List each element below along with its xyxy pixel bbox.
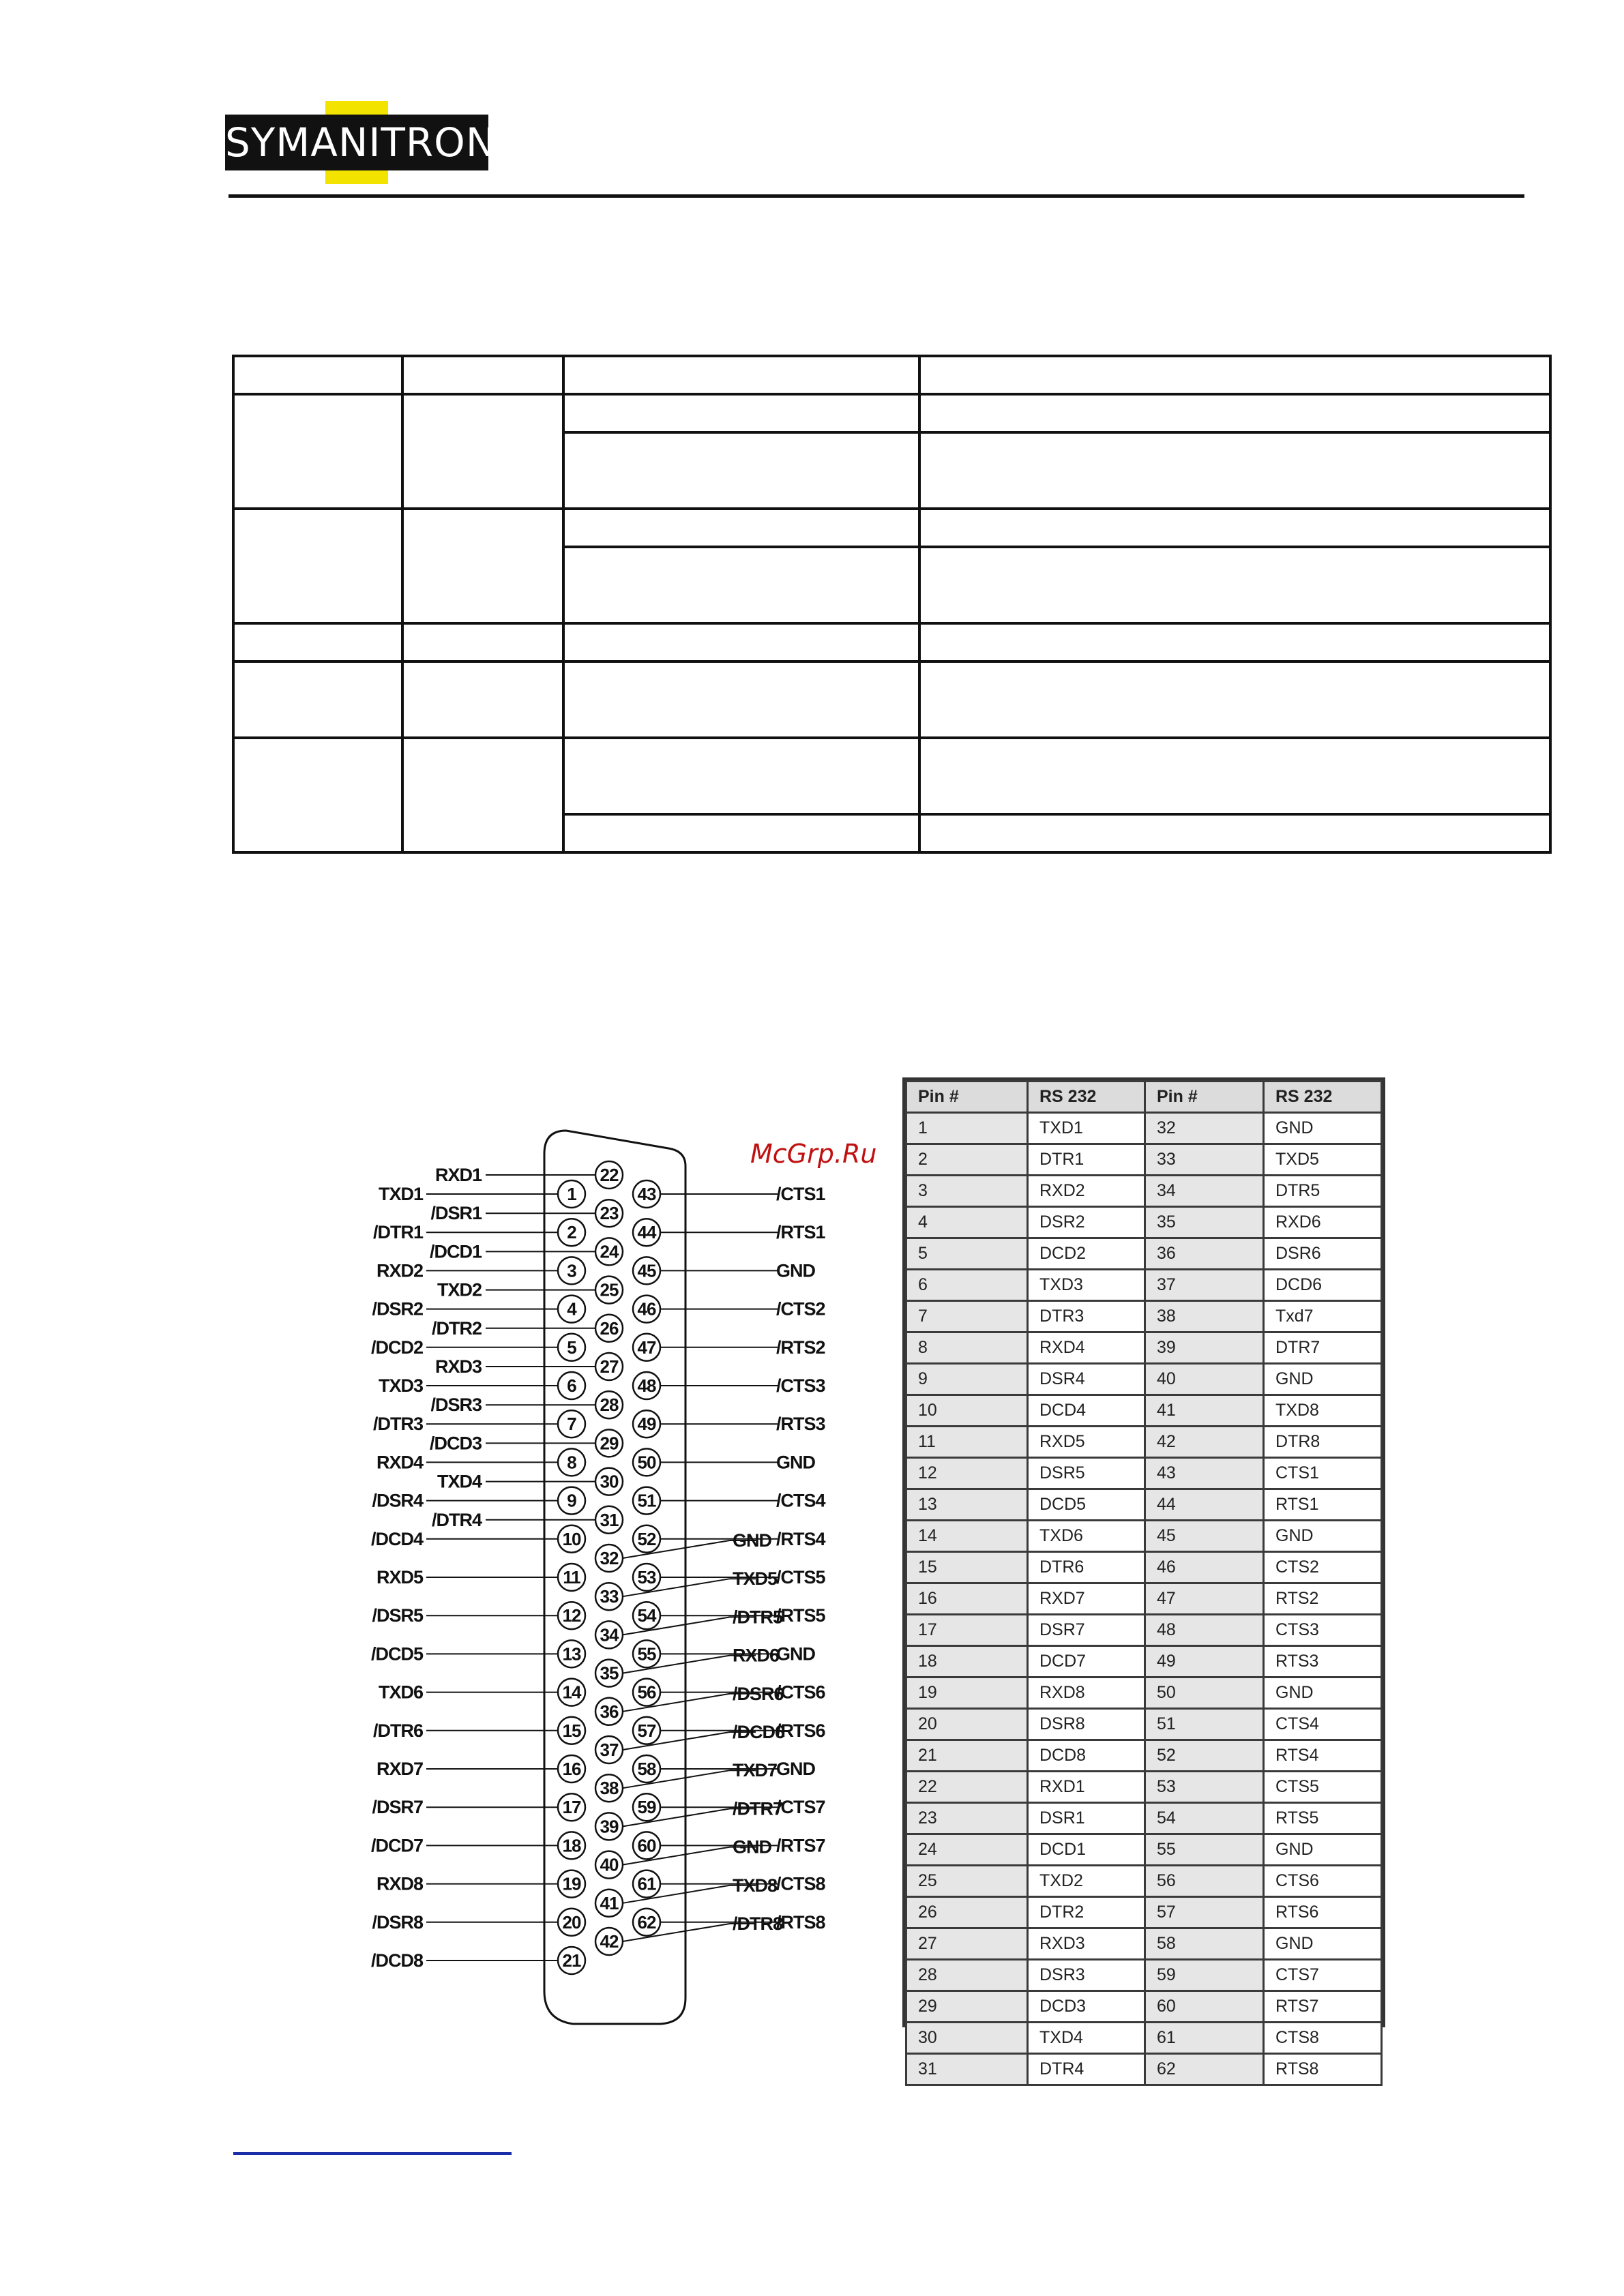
pin-number-cell: 8 bbox=[906, 1332, 1028, 1364]
pin-number-cell: 16 bbox=[906, 1583, 1028, 1615]
signal-cell: DSR1 bbox=[1028, 1803, 1145, 1834]
pin-number: 3 bbox=[567, 1260, 576, 1281]
table-row bbox=[906, 1928, 1382, 1960]
table-row bbox=[906, 1238, 1382, 1270]
table-row bbox=[906, 1583, 1382, 1615]
table-row bbox=[906, 1521, 1382, 1552]
signal-cell: CTS7 bbox=[1264, 1960, 1382, 1991]
pin-signal-label: /CTS4 bbox=[776, 1490, 825, 1511]
pin-number: 29 bbox=[600, 1433, 619, 1454]
signal-cell: GND bbox=[1264, 1364, 1382, 1395]
pin-number-cell: 6 bbox=[906, 1270, 1028, 1301]
pin-signal-label: RXD3 bbox=[434, 1356, 482, 1377]
pin-number: 58 bbox=[637, 1759, 656, 1779]
pin-number-cell: 51 bbox=[1145, 1709, 1264, 1740]
signal-cell: DCD3 bbox=[1028, 1991, 1145, 2023]
pin-signal-label: RXD5 bbox=[376, 1567, 423, 1587]
pin-number: 21 bbox=[562, 1950, 581, 1971]
pin-signal-label: RXD6 bbox=[733, 1645, 780, 1666]
pin-number-cell: 47 bbox=[1145, 1583, 1264, 1615]
table-row bbox=[906, 1552, 1382, 1583]
watermark-text: McGrp.Ru bbox=[750, 1139, 877, 1169]
pin-signal-label: /DCD6 bbox=[733, 1722, 785, 1742]
pin-number: 18 bbox=[562, 1835, 581, 1856]
pin-table-header: RS 232 bbox=[1264, 1082, 1382, 1113]
signal-cell: GND bbox=[1264, 1834, 1382, 1866]
table-row bbox=[906, 1207, 1382, 1238]
signal-cell: RTS1 bbox=[1264, 1489, 1382, 1521]
pin-signal-label: /DCD1 bbox=[429, 1241, 482, 1262]
pin-number: 41 bbox=[600, 1892, 619, 1913]
pin-number-cell: 37 bbox=[1145, 1270, 1264, 1301]
pin-signal-label: /RTS7 bbox=[776, 1835, 825, 1856]
pin-number: 40 bbox=[600, 1854, 619, 1875]
pin-number-cell: 4 bbox=[906, 1207, 1028, 1238]
table-row bbox=[906, 1678, 1382, 1709]
signal-cell: DSR5 bbox=[1028, 1458, 1145, 1489]
signal-cell: CTS2 bbox=[1264, 1552, 1382, 1583]
table-row bbox=[906, 1427, 1382, 1458]
signal-cell: RTS4 bbox=[1264, 1740, 1382, 1772]
pin-signal-label: /DSR7 bbox=[372, 1797, 423, 1818]
pin-signal-label: GND bbox=[733, 1836, 771, 1858]
signal-cell: RTS2 bbox=[1264, 1583, 1382, 1615]
pin-number-cell: 49 bbox=[1145, 1646, 1264, 1678]
logo-text: SYMANITRON bbox=[225, 119, 497, 166]
pin-number-cell: 17 bbox=[906, 1615, 1028, 1646]
pin-number-cell: 48 bbox=[1145, 1615, 1264, 1646]
pin-number: 8 bbox=[567, 1452, 576, 1473]
pin-number-cell: 9 bbox=[906, 1364, 1028, 1395]
signal-cell: RXD5 bbox=[1028, 1427, 1145, 1458]
pin-number: 36 bbox=[600, 1701, 619, 1722]
pin-number-cell: 44 bbox=[1145, 1489, 1264, 1521]
pin-signal-label: /RTS4 bbox=[776, 1528, 825, 1549]
pin-number-cell: 5 bbox=[906, 1238, 1028, 1270]
pin-number-cell: 10 bbox=[906, 1395, 1028, 1427]
signal-cell: GND bbox=[1264, 1928, 1382, 1960]
pin-signal-label: RXD2 bbox=[376, 1260, 423, 1281]
signal-cell: RTS8 bbox=[1264, 2054, 1382, 2085]
pin-number-cell: 32 bbox=[1145, 1113, 1264, 1144]
pin-signal-label: GND bbox=[776, 1260, 815, 1281]
table-row bbox=[906, 1709, 1382, 1740]
pin-signal-label: TXD2 bbox=[437, 1279, 482, 1300]
pin-number-cell: 23 bbox=[906, 1803, 1028, 1834]
pin-signal-label: /DTR2 bbox=[431, 1317, 482, 1339]
pin-signal-label: /DTR1 bbox=[372, 1222, 423, 1243]
table-row bbox=[906, 1834, 1382, 1866]
pin-number-cell: 33 bbox=[1145, 1144, 1264, 1176]
pin-number-cell: 41 bbox=[1145, 1395, 1264, 1427]
pin-signal-label: TXD1 bbox=[378, 1184, 423, 1204]
signal-cell: DSR4 bbox=[1028, 1364, 1145, 1395]
table-row bbox=[906, 1615, 1382, 1646]
pin-number-cell: 38 bbox=[1145, 1301, 1264, 1332]
table-row bbox=[906, 1395, 1382, 1427]
pin-number: 49 bbox=[637, 1414, 656, 1435]
pin-number: 32 bbox=[600, 1548, 619, 1568]
pin-number: 19 bbox=[562, 1873, 581, 1894]
pin-signal-label: /DTR3 bbox=[372, 1414, 423, 1435]
pin-number: 37 bbox=[600, 1740, 619, 1760]
signal-cell: DSR3 bbox=[1028, 1960, 1145, 1991]
pin-number: 33 bbox=[600, 1586, 619, 1607]
pin-number-cell: 61 bbox=[1145, 2023, 1264, 2054]
pin-signal-label: TXD3 bbox=[378, 1375, 423, 1396]
table-row bbox=[906, 2023, 1382, 2054]
pin-number: 26 bbox=[600, 1317, 619, 1339]
table-row bbox=[906, 1458, 1382, 1489]
table-row bbox=[906, 1772, 1382, 1803]
signal-cell: RTS6 bbox=[1264, 1897, 1382, 1928]
pin-number: 14 bbox=[562, 1682, 581, 1703]
pin-number-cell: 26 bbox=[906, 1897, 1028, 1928]
table-row bbox=[906, 1113, 1382, 1144]
signal-cell: DTR3 bbox=[1028, 1301, 1145, 1332]
table-row bbox=[906, 1332, 1382, 1364]
pin-number-cell: 31 bbox=[906, 2054, 1028, 2085]
pin-signal-label: /RTS8 bbox=[776, 1911, 825, 1933]
pin-signal-label: RXD1 bbox=[434, 1165, 482, 1185]
signal-cell: GND bbox=[1264, 1521, 1382, 1552]
signal-cell: TXD2 bbox=[1028, 1866, 1145, 1897]
pin-signal-label: GND bbox=[776, 1759, 815, 1779]
pin-number: 23 bbox=[600, 1203, 619, 1224]
pin-signal-label: GND bbox=[733, 1530, 771, 1551]
pin-signal-label: /DSR5 bbox=[372, 1605, 423, 1626]
table-row bbox=[906, 1301, 1382, 1332]
pin-signal-label: /DSR2 bbox=[372, 1298, 423, 1320]
pin-number-cell: 46 bbox=[1145, 1552, 1264, 1583]
pin-signal-label: /DTR4 bbox=[431, 1509, 482, 1530]
table-row bbox=[906, 1803, 1382, 1834]
pin-number-cell: 24 bbox=[906, 1834, 1028, 1866]
pin-number: 22 bbox=[600, 1165, 619, 1185]
pin-number-cell: 28 bbox=[906, 1960, 1028, 1991]
pin-number: 17 bbox=[562, 1797, 581, 1818]
pin-number-cell: 57 bbox=[1145, 1897, 1264, 1928]
pin-number: 28 bbox=[600, 1395, 619, 1416]
pin-number: 54 bbox=[637, 1605, 656, 1626]
pin-number: 15 bbox=[562, 1720, 581, 1741]
pin-number: 57 bbox=[637, 1720, 656, 1741]
pin-signal-label: RXD8 bbox=[376, 1873, 423, 1894]
signal-cell: CTS1 bbox=[1264, 1458, 1382, 1489]
table-row bbox=[906, 1740, 1382, 1772]
pin-signal-label: /CTS6 bbox=[776, 1682, 825, 1703]
pin-number: 27 bbox=[600, 1356, 619, 1377]
pin-signal-label: /DSR8 bbox=[372, 1911, 423, 1933]
pin-signal-label: /DTR5 bbox=[733, 1607, 783, 1628]
pin-signal-label: TXD8 bbox=[733, 1875, 778, 1896]
pin-signal-label: /DSR1 bbox=[430, 1203, 482, 1224]
pin-signal-label: /DTR8 bbox=[733, 1913, 783, 1934]
pin-number: 16 bbox=[562, 1759, 581, 1779]
pin-number: 46 bbox=[637, 1298, 656, 1320]
table-row bbox=[906, 1866, 1382, 1897]
pin-number: 5 bbox=[567, 1337, 576, 1358]
signal-cell: DSR2 bbox=[1028, 1207, 1145, 1238]
pin-signal-label: /DCD7 bbox=[370, 1835, 423, 1856]
signal-cell: GND bbox=[1264, 1113, 1382, 1144]
signal-cell: DSR6 bbox=[1264, 1238, 1382, 1270]
table-row bbox=[906, 2054, 1382, 2085]
pin-signal-label: /DCD3 bbox=[429, 1433, 482, 1454]
pin-signal-label: GND bbox=[776, 1452, 815, 1473]
pin-table-header: RS 232 bbox=[1028, 1082, 1145, 1113]
pin-number-cell: 29 bbox=[906, 1991, 1028, 2023]
signal-cell: TXD8 bbox=[1264, 1395, 1382, 1427]
signal-cell: TXD4 bbox=[1028, 2023, 1145, 2054]
signal-cell: DTR2 bbox=[1028, 1897, 1145, 1928]
pin-signal-label: /DTR6 bbox=[372, 1720, 423, 1741]
pin-signal-label: /CTS8 bbox=[776, 1873, 825, 1894]
signal-cell: DTR8 bbox=[1264, 1427, 1382, 1458]
pin-number-cell: 55 bbox=[1145, 1834, 1264, 1866]
pin-number: 61 bbox=[637, 1873, 656, 1894]
signal-cell: RXD3 bbox=[1028, 1928, 1145, 1960]
pin-number-cell: 45 bbox=[1145, 1521, 1264, 1552]
pin-number-cell: 14 bbox=[906, 1521, 1028, 1552]
pin-number-cell: 50 bbox=[1145, 1678, 1264, 1709]
pin-number-cell: 20 bbox=[906, 1709, 1028, 1740]
pin-number: 56 bbox=[637, 1682, 656, 1703]
pin-number: 2 bbox=[567, 1222, 576, 1243]
pin-number: 55 bbox=[637, 1643, 656, 1665]
pin-number: 30 bbox=[600, 1471, 619, 1492]
signal-cell: DSR8 bbox=[1028, 1709, 1145, 1740]
pin-number: 1 bbox=[567, 1184, 576, 1204]
pin-number: 48 bbox=[637, 1375, 656, 1396]
signal-cell: DCD6 bbox=[1264, 1270, 1382, 1301]
pin-signal-label: /RTS3 bbox=[776, 1414, 825, 1435]
pin-number-cell: 2 bbox=[906, 1144, 1028, 1176]
pin-table-header: Pin # bbox=[906, 1082, 1028, 1113]
pin-number: 52 bbox=[637, 1528, 656, 1549]
table-row bbox=[906, 1897, 1382, 1928]
pin-signal-label: RXD7 bbox=[376, 1759, 423, 1779]
pin-number: 43 bbox=[637, 1184, 656, 1204]
pin-number: 34 bbox=[600, 1624, 619, 1645]
pin-signal-label: /RTS2 bbox=[776, 1337, 825, 1358]
table-row bbox=[906, 1489, 1382, 1521]
pin-number: 24 bbox=[600, 1241, 619, 1262]
pin-number-cell: 3 bbox=[906, 1176, 1028, 1207]
pin-number: 45 bbox=[637, 1260, 656, 1281]
table-row bbox=[906, 1176, 1382, 1207]
pin-number-cell: 58 bbox=[1145, 1928, 1264, 1960]
pin-signal-label: TXD6 bbox=[378, 1682, 423, 1703]
pin-signal-label: /CTS5 bbox=[776, 1567, 825, 1587]
signal-cell: RXD7 bbox=[1028, 1583, 1145, 1615]
signal-cell: DTR6 bbox=[1028, 1552, 1145, 1583]
pin-number: 50 bbox=[637, 1452, 656, 1473]
pin-number-cell: 22 bbox=[906, 1772, 1028, 1803]
pin-number: 47 bbox=[637, 1337, 656, 1358]
signal-cell: TXD3 bbox=[1028, 1270, 1145, 1301]
signal-cell: TXD6 bbox=[1028, 1521, 1145, 1552]
pin-signal-label: /CTS2 bbox=[776, 1298, 825, 1320]
pin-signal-label: /DCD2 bbox=[370, 1337, 423, 1358]
pin-number-cell: 12 bbox=[906, 1458, 1028, 1489]
pin-signal-label: GND bbox=[776, 1643, 815, 1665]
pin-number-cell: 1 bbox=[906, 1113, 1028, 1144]
pin-number-cell: 54 bbox=[1145, 1803, 1264, 1834]
pin-number-cell: 42 bbox=[1145, 1427, 1264, 1458]
signal-cell: RXD1 bbox=[1028, 1772, 1145, 1803]
signal-cell: RXD4 bbox=[1028, 1332, 1145, 1364]
pin-signal-label: /DSR6 bbox=[733, 1683, 784, 1704]
pin-table-header: Pin # bbox=[1145, 1082, 1264, 1113]
footer-link[interactable] bbox=[233, 2152, 512, 2155]
pin-number: 51 bbox=[637, 1490, 656, 1511]
signal-cell: CTS4 bbox=[1264, 1709, 1382, 1740]
signal-cell: Txd7 bbox=[1264, 1301, 1382, 1332]
pin-signal-label: /CTS3 bbox=[776, 1375, 825, 1396]
pin-number: 53 bbox=[637, 1567, 656, 1587]
pin-signal-label: /DCD5 bbox=[370, 1643, 423, 1665]
pin-number-cell: 59 bbox=[1145, 1960, 1264, 1991]
pin-number-cell: 39 bbox=[1145, 1332, 1264, 1364]
signal-cell: DCD8 bbox=[1028, 1740, 1145, 1772]
pin-number: 35 bbox=[600, 1663, 619, 1684]
signal-cell: DCD7 bbox=[1028, 1646, 1145, 1678]
pin-signal-label: TXD5 bbox=[733, 1568, 778, 1590]
pin-number-cell: 36 bbox=[1145, 1238, 1264, 1270]
pin-number-cell: 18 bbox=[906, 1646, 1028, 1678]
pin-table bbox=[905, 1080, 1383, 2086]
pin-number-cell: 21 bbox=[906, 1740, 1028, 1772]
pin-signal-label: TXD4 bbox=[437, 1471, 482, 1492]
pin-number-cell: 56 bbox=[1145, 1866, 1264, 1897]
pin-number: 59 bbox=[637, 1797, 656, 1818]
pin-number-cell: 62 bbox=[1145, 2054, 1264, 2085]
pin-number: 31 bbox=[600, 1509, 619, 1530]
pin-number-cell: 30 bbox=[906, 2023, 1028, 2054]
pin-table-container bbox=[902, 1077, 1385, 2078]
pin-signal-label: /CTS1 bbox=[776, 1184, 825, 1204]
pin-number-cell: 25 bbox=[906, 1866, 1028, 1897]
table-row bbox=[906, 1144, 1382, 1176]
signal-cell: TXD5 bbox=[1264, 1144, 1382, 1176]
pin-number: 62 bbox=[637, 1911, 656, 1933]
pin-signal-label: /DCD4 bbox=[370, 1528, 423, 1549]
pin-number-cell: 35 bbox=[1145, 1207, 1264, 1238]
pin-number-cell: 60 bbox=[1145, 1991, 1264, 2023]
pin-number: 11 bbox=[563, 1567, 580, 1587]
table-row bbox=[906, 1960, 1382, 1991]
signal-cell: DCD4 bbox=[1028, 1395, 1145, 1427]
pin-signal-label: TXD7 bbox=[733, 1760, 778, 1781]
pin-number-cell: 11 bbox=[906, 1427, 1028, 1458]
pin-number: 39 bbox=[600, 1816, 619, 1837]
table-row bbox=[906, 1270, 1382, 1301]
pin-number: 60 bbox=[637, 1835, 656, 1856]
pin-signal-label: /DSR3 bbox=[430, 1395, 482, 1416]
signal-cell: CTS3 bbox=[1264, 1615, 1382, 1646]
pin-signal-label: /DTR7 bbox=[733, 1798, 783, 1819]
pin-number: 38 bbox=[600, 1778, 619, 1799]
pin-signal-label: /RTS5 bbox=[776, 1605, 825, 1626]
pin-number-cell: 40 bbox=[1145, 1364, 1264, 1395]
pin-number-cell: 34 bbox=[1145, 1176, 1264, 1207]
pin-signal-label: RXD4 bbox=[376, 1452, 423, 1473]
signal-cell: DSR7 bbox=[1028, 1615, 1145, 1646]
signal-cell: RTS5 bbox=[1264, 1803, 1382, 1834]
pin-number: 4 bbox=[567, 1298, 576, 1320]
pin-number-cell: 53 bbox=[1145, 1772, 1264, 1803]
signal-cell: RXD8 bbox=[1028, 1678, 1145, 1709]
signal-cell: CTS8 bbox=[1264, 2023, 1382, 2054]
pin-number: 6 bbox=[567, 1375, 576, 1396]
pin-number: 7 bbox=[567, 1414, 576, 1435]
pin-number-cell: 15 bbox=[906, 1552, 1028, 1583]
pin-number: 42 bbox=[600, 1931, 619, 1952]
pin-number-cell: 43 bbox=[1145, 1458, 1264, 1489]
signal-cell: RXD2 bbox=[1028, 1176, 1145, 1207]
signal-cell: RTS7 bbox=[1264, 1991, 1382, 2023]
signal-cell: DTR7 bbox=[1264, 1332, 1382, 1364]
pin-number: 25 bbox=[600, 1279, 619, 1300]
pin-signal-label: /RTS1 bbox=[776, 1222, 825, 1243]
pin-signal-label: /DCD8 bbox=[370, 1950, 423, 1971]
pin-number-cell: 19 bbox=[906, 1678, 1028, 1709]
pin-number: 13 bbox=[562, 1643, 581, 1665]
pin-number-cell: 7 bbox=[906, 1301, 1028, 1332]
signal-cell: TXD1 bbox=[1028, 1113, 1145, 1144]
pin-number-cell: 52 bbox=[1145, 1740, 1264, 1772]
table-row bbox=[906, 1991, 1382, 2023]
pin-number: 20 bbox=[562, 1911, 581, 1933]
pin-number: 9 bbox=[567, 1490, 576, 1511]
signal-cell: DTR5 bbox=[1264, 1176, 1382, 1207]
signal-cell: DCD1 bbox=[1028, 1834, 1145, 1866]
signal-cell: RTS3 bbox=[1264, 1646, 1382, 1678]
pin-number-cell: 27 bbox=[906, 1928, 1028, 1960]
signal-cell: DCD5 bbox=[1028, 1489, 1145, 1521]
signal-cell: RXD6 bbox=[1264, 1207, 1382, 1238]
pin-number: 10 bbox=[562, 1528, 581, 1549]
signal-cell: CTS6 bbox=[1264, 1866, 1382, 1897]
pin-signal-label: /DSR4 bbox=[372, 1490, 423, 1511]
signal-cell: DTR4 bbox=[1028, 2054, 1145, 2085]
pin-signal-label: /RTS6 bbox=[776, 1720, 825, 1741]
signal-cell: CTS5 bbox=[1264, 1772, 1382, 1803]
signal-cell: GND bbox=[1264, 1678, 1382, 1709]
signal-cell: DCD2 bbox=[1028, 1238, 1145, 1270]
pin-number: 44 bbox=[637, 1222, 656, 1243]
pin-signal-label: /CTS7 bbox=[776, 1797, 825, 1818]
pin-number-cell: 13 bbox=[906, 1489, 1028, 1521]
pin-number: 12 bbox=[562, 1605, 581, 1626]
signal-cell: DTR1 bbox=[1028, 1144, 1145, 1176]
pin-table-header-row bbox=[906, 1082, 1382, 1113]
table-row bbox=[906, 1646, 1382, 1678]
table-row bbox=[906, 1364, 1382, 1395]
